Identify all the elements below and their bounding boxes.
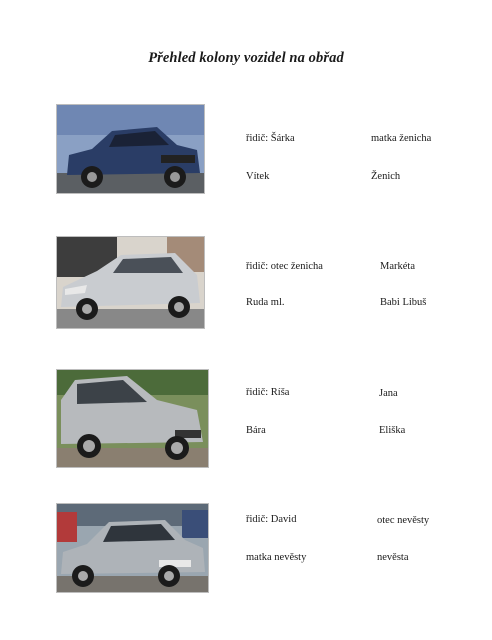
car-4-passenger-left-2: matka nevěsty (246, 552, 307, 563)
car-1-driver: řidič: Šárka (246, 133, 295, 144)
car-3-passenger-right-1: Jana (379, 388, 398, 399)
car-2-passenger-right-2: Babi Libuš (380, 297, 427, 308)
car-1-passenger-left-2: Vítek (246, 171, 270, 182)
car-1-passenger-right-1: matka ženicha (371, 133, 432, 144)
car-2-photo (56, 236, 205, 329)
car-4-photo (56, 503, 209, 593)
car-4-driver: řidič: David (246, 514, 297, 525)
car-4-passenger-right-2: nevěsta (377, 552, 409, 563)
document-title: Přehled kolony vozidel na obřad (148, 50, 344, 66)
car-1-photo (56, 104, 205, 194)
car-2-driver: řidič: otec ženicha (246, 261, 323, 272)
car-3-passenger-right-2: Eliška (379, 425, 406, 436)
car-4-passenger-right-1: otec nevěsty (377, 515, 430, 526)
car-3-photo (56, 369, 209, 468)
car-3-driver: řidič: Ríša (246, 387, 290, 398)
car-1-passenger-right-2: Ženich (371, 171, 401, 182)
car-3-passenger-left-2: Bára (246, 425, 266, 436)
car-2-passenger-left-2: Ruda ml. (246, 297, 285, 308)
car-2-passenger-right-1: Markéta (380, 261, 415, 272)
